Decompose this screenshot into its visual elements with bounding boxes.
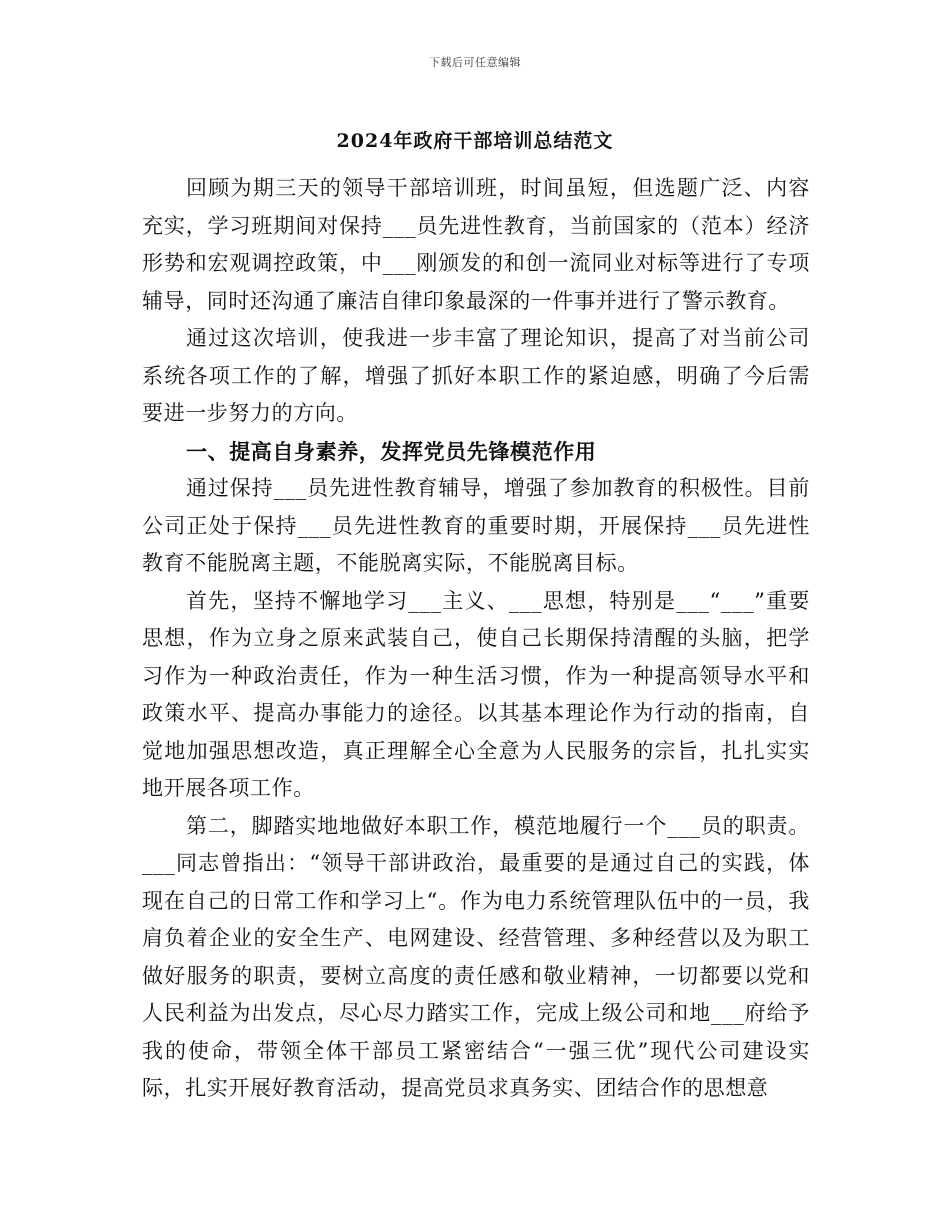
intro-paragraph-2: 通过这次培训，使我进一步丰富了理论知识，提高了对当前公司系统各项工作的了解，增强了抓好本职工作的紧迫感，明确了今后需要进一步努力的方向。 bbox=[142, 326, 810, 425]
header-note: 下载后可任意编辑 bbox=[429, 56, 521, 69]
section-1-heading: 一、提高自身素养，发挥党员先锋模范作用 bbox=[186, 438, 597, 464]
document-title: 2024年政府干部培训总结范文 bbox=[336, 130, 614, 152]
section-1-paragraph-2: 首先，坚持不懈地学习___主义、___思想，特别是___“___”重要思想，作为立身之原来武装自己，使自己长期保持清醒的头脑，把学习作为一种政治责任，作为一种生活习惯，作为一种提高领导水平和政策水平、提高办事能力的途径。以其基本理论作为行动的指南，自觉地加强思想改造，真正理解全心全意为人民服务的宗旨，扎扎实实地开展各项工作。 bbox=[142, 588, 810, 800]
section-1-paragraph-3: 第二，脚踏实地地做好本职工作，模范地履行一个___员的职责。___同志曾指出：“领导干部讲政治，最重要的是通过自己的实践，体现在自己的日常工作和学习上“。作为电力系统管理队伍中的一员，我肩负着企业的安全生产、电网建设、经营管理、多种经营以及为职工做好服务的职责，要树立高度的责任感和敬业精神，一切都要以党和人民利益为出发点，尽心尽力踏实工作，完成上级公司和地___府给予我的使命，带领全体干部员工紧密结合“一强三优”现代公司建设实际，扎实开展好教育活动，提高党员求真务实、团结合作的思想意 bbox=[142, 813, 810, 1100]
section-1-paragraph-1: 通过保持___员先进性教育辅导，增强了参加教育的积极性。目前公司正处于保持___员先进性教育的重要时期，开展保持___员先进性教育不能脱离主题，不能脱离实际，不能脱离目标。 bbox=[142, 476, 810, 575]
document-body bbox=[142, 170, 810, 1108]
intro-paragraph-1: 回顾为期三天的领导干部培训班，时间虽短，但选题广泛、内容充实，学习班期间对保持___员先进性教育，当前国家的（范本）经济形势和宏观调控政策，中___刚颁发的和创一流同业对标等进行了专项辅导，同时还沟通了廉洁自律印象最深的一件事并进行了警示教育。 bbox=[142, 176, 810, 313]
